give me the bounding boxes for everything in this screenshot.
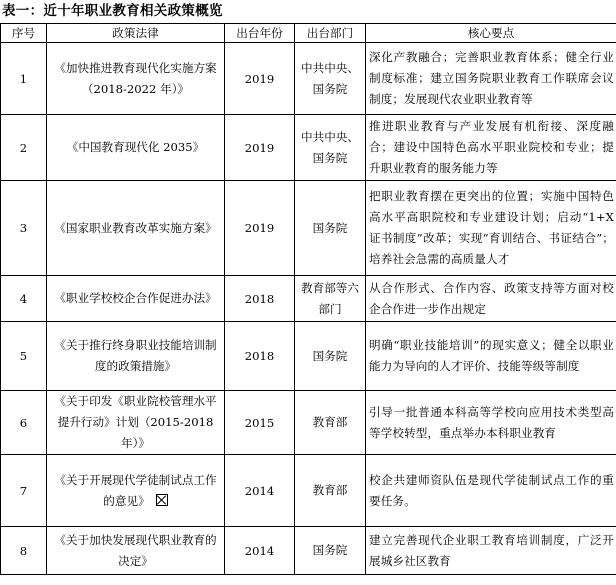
policy-year: 2018 bbox=[225, 276, 295, 322]
policy-points: 建立完善现代企业职工教育培训制度，广泛开展城乡社区教育 bbox=[366, 527, 616, 575]
policy-year: 2019 bbox=[225, 115, 295, 181]
policy-title: 《关于推行终身职业技能培训制度的政策措施》 bbox=[47, 322, 225, 391]
header-dept: 出台部门 bbox=[295, 24, 366, 43]
policy-title: 《关于印发《职业院校管理水平提升行动》计划（2015-2018 年）》 bbox=[47, 391, 225, 455]
policy-dept: 教育部 bbox=[295, 391, 366, 455]
policy-points: 深化产教融合；完善职业教育体系；健全行业制度标准；建立国务院职业教育工作联席会议制度；发展现代农业职业教育等 bbox=[366, 43, 616, 115]
policy-year: 2018 bbox=[225, 322, 295, 391]
policy-title: 《关于加快发展现代职业教育的决定》 bbox=[47, 527, 225, 575]
policy-dept: 教育部 bbox=[295, 455, 366, 527]
header-policy: 政策法律 bbox=[47, 24, 225, 43]
row-number: 7 bbox=[1, 455, 47, 527]
policy-points: 把职业教育摆在更突出的位置；实施中国特色高水平高职院校和专业建设计划；启动“1+X 证书制度”改革；实现“育训结合、书证结合”；培养社会急需的高质量人才 bbox=[366, 181, 616, 276]
row-number: 6 bbox=[1, 391, 47, 455]
policy-year: 2015 bbox=[225, 391, 295, 455]
row-number: 8 bbox=[1, 527, 47, 575]
policy-title-text: 《关于开展现代学徒制试点工作的意见》 bbox=[54, 472, 217, 508]
table-row bbox=[1, 391, 616, 455]
row-number: 3 bbox=[1, 181, 47, 276]
policy-points: 从合作形式、合作内容、政策支持等方面对校企合作进一步作出规定 bbox=[366, 276, 616, 322]
policy-dept: 中共中央、国务院 bbox=[295, 43, 366, 115]
policy-dept: 国务院 bbox=[295, 181, 366, 276]
policy-points: 明确“职业技能培训”的现实意义；健全以职业能力为导向的人才评价、技能等级等制度 bbox=[366, 322, 616, 391]
policy-title bbox=[47, 455, 225, 527]
policy-table bbox=[0, 23, 616, 575]
table-row bbox=[1, 322, 616, 391]
row-number: 4 bbox=[1, 276, 47, 322]
policy-points: 引导一批普通本科高等学校向应用技术类型高等学校转型，重点举办本科职业教育 bbox=[366, 391, 616, 455]
policy-dept: 教育部等六部门 bbox=[295, 276, 366, 322]
table-caption: 表一：近十年职业教育相关政策概览 bbox=[2, 3, 223, 19]
row-number: 1 bbox=[1, 43, 47, 115]
table-row bbox=[1, 43, 616, 115]
policy-year: 2014 bbox=[225, 527, 295, 575]
row-number: 5 bbox=[1, 322, 47, 391]
policy-year: 2019 bbox=[225, 43, 295, 115]
policy-title: 《加快推进教育现代化实施方案（2018-2022 年）》 bbox=[47, 43, 225, 115]
header-no: 序号 bbox=[1, 24, 47, 43]
policy-dept: 中共中央、国务院 bbox=[295, 115, 366, 181]
header-year: 出台年份 bbox=[225, 24, 295, 43]
table-row bbox=[1, 276, 616, 322]
header-points: 核心要点 bbox=[366, 24, 616, 43]
header-row bbox=[1, 24, 616, 43]
policy-dept: 国务院 bbox=[295, 322, 366, 391]
policy-year: 2019 bbox=[225, 181, 295, 276]
row-number: 2 bbox=[1, 115, 47, 181]
policy-year: 2014 bbox=[225, 455, 295, 527]
table-row bbox=[1, 455, 616, 527]
table-row bbox=[1, 527, 616, 575]
policy-dept: 国务院 bbox=[295, 527, 366, 575]
policy-points: 校企共建师资队伍是现代学徒制试点工作的重要任务。 bbox=[366, 455, 616, 527]
table-row bbox=[1, 115, 616, 181]
policy-points: 推进职业教育与产业发展有机衔接、深度融合；建设中国特色高水平职业院校和专业；提升职业教育的服务能力等 bbox=[366, 115, 616, 181]
checkbox-icon bbox=[156, 494, 168, 506]
table-row bbox=[1, 181, 616, 276]
policy-title: 《国家职业教育改革实施方案》 bbox=[47, 181, 225, 276]
policy-title: 《中国教育现代化 2035》 bbox=[47, 115, 225, 181]
policy-title: 《职业学校校企合作促进办法》 bbox=[47, 276, 225, 322]
